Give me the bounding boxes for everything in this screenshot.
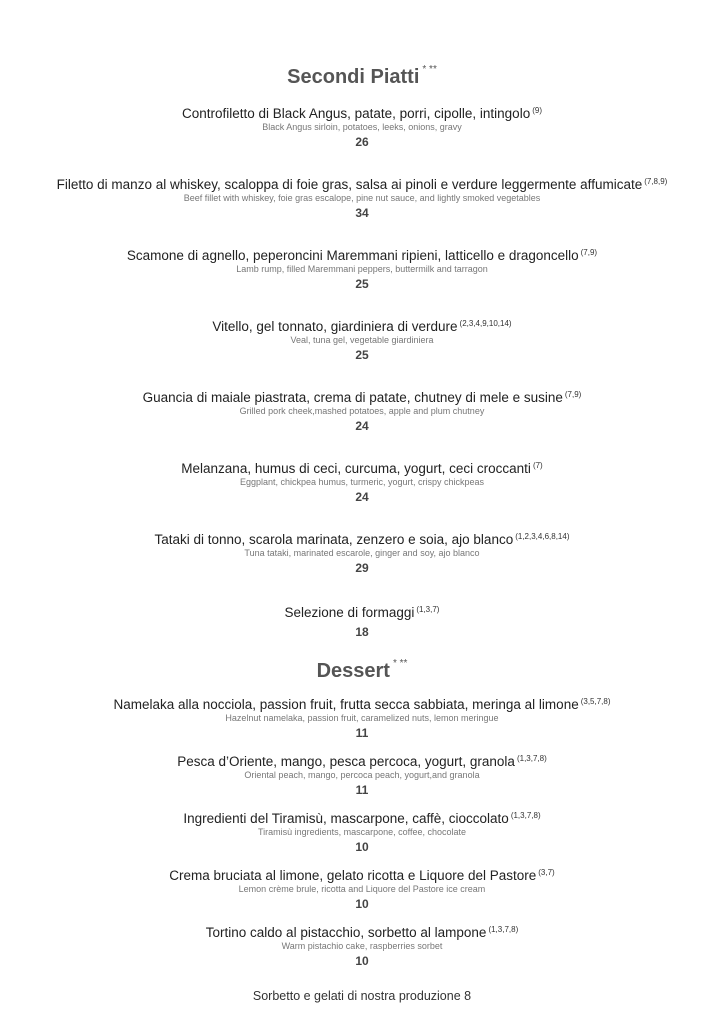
menu-item [0,390,724,434]
item-description: Beef fillet with whiskey, foie gras escalope, pine nut sauce, and lightly smoked vegetables [183,193,541,203]
item-name [0,868,724,884]
item-price: 11 [355,783,369,797]
menu-item [0,811,724,855]
item-description: Warm pistachio cake, raspberries sorbet [281,941,443,951]
item-name [0,754,724,770]
item-price: 24 [355,490,369,504]
menu-item [0,697,724,741]
item-allergens: (1,3,7,8) [516,754,547,763]
item-price: 24 [355,419,369,433]
item-allergens: (1,3,7) [416,605,440,614]
item-allergens: (1,3,7,8) [488,925,519,934]
item-description: Lamb rump, filled Maremmani peppers, buttermilk and tarragon [236,264,488,274]
item-name-text: Crema bruciata al limone, gelato ricotta e Liquore del Pastore [169,868,537,883]
item-name-text: Scamone di agnello, peperoncini Maremmani ripieni, latticello e dragoncello [126,248,579,263]
menu-item [0,868,724,912]
item-name [0,319,724,335]
item-description: Lemon crème brule, ricotta and Liquore del Pastore ice cream [238,884,486,894]
secondi-title [0,66,724,89]
item-allergens: (3,7) [538,868,555,877]
item-description: Hazelnut namelaka, passion fruit, caramelized nuts, lemon meringue [225,713,499,723]
item-description: Black Angus sirloin, potatoes, leeks, onions, gravy [262,122,462,132]
dessert-title [0,660,724,683]
footer-note: Sorbetto e gelati di nostra produzione 8 [252,989,472,1003]
item-description: Oriental peach, mango, percoca peach, yogurt,and granola [244,770,480,780]
item-price: 25 [355,348,369,362]
item-price: 10 [355,897,369,911]
menu-item [0,605,724,640]
menu-item [0,925,724,969]
item-allergens: (7,9) [580,248,598,257]
dessert-title-marks: * ** [392,658,408,669]
item-name-text: Tortino caldo al pistacchio, sorbetto al lampone [205,925,487,940]
item-name-text: Controfiletto di Black Angus, patate, porri, cipolle, intingolo [182,106,531,121]
item-name-text: Guancia di maiale piastrata, crema di patate, chutney di mele e susine [142,390,563,405]
item-name-text: Filetto di manzo al whiskey, scaloppa di foie gras, salsa ai pinoli e verdure leggermente affumicate [56,177,643,192]
item-allergens: (3,5,7,8) [580,697,611,706]
item-name [0,248,724,264]
item-price: 34 [355,206,369,220]
secondi-title-text: Secondi Piatti [287,66,420,88]
item-name-text: Ingredienti del Tiramisù, mascarpone, caffè, cioccolato [183,811,509,826]
item-name-text: Melanzana, humus di ceci, curcuma, yogurt, ceci croccanti [181,461,531,476]
item-allergens: (1,3,7,8) [510,811,541,820]
item-description: Veal, tuna gel, vegetable giardiniera [290,335,434,345]
item-price: 26 [355,135,369,149]
item-name [0,532,724,548]
item-name [0,697,724,713]
item-price: 25 [355,277,369,291]
item-name [0,605,724,621]
item-allergens: (9) [532,106,542,115]
item-name [0,106,724,122]
menu-item [0,754,724,798]
item-description: Eggplant, chickpea humus, turmeric, yogurt, crispy chickpeas [239,477,485,487]
item-name [0,925,724,941]
menu-item [0,532,724,576]
menu-item [0,177,724,221]
menu-item [0,461,724,505]
item-name [0,461,724,477]
item-price: 18 [355,625,369,639]
menu-item [0,319,724,363]
item-name-text: Selezione di formaggi [284,605,415,620]
item-description: Grilled pork cheek,mashed potatoes, apple and plum chutney [239,406,485,416]
item-price: 10 [355,954,369,968]
item-price: 10 [355,840,369,854]
dessert-title-text: Dessert [316,660,390,682]
item-name [0,177,724,193]
item-name [0,811,724,827]
item-allergens: (2,3,4,9,10,14) [459,319,512,328]
item-price: 29 [355,561,369,575]
item-description: Tiramisù ingredients, mascarpone, coffee, chocolate [257,827,467,837]
item-name-text: Vitello, gel tonnato, giardiniera di verdure [212,319,458,334]
item-allergens: (7,8,9) [644,177,668,186]
menu-item [0,248,724,292]
item-name-text: Pesca d’Oriente, mango, pesca percoca, yogurt, granola [177,754,515,769]
item-name-text: Namelaka alla nocciola, passion fruit, frutta secca sabbiata, meringa al limone [113,697,579,712]
item-name-text: Tataki di tonno, scarola marinata, zenzero e soia, ajo blanco [154,532,514,547]
item-description: Tuna tataki, marinated escarole, ginger and soy, ajo blanco [244,548,480,558]
item-price: 11 [355,726,369,740]
item-allergens: (1,2,3,4,6,8,14) [515,532,570,541]
item-allergens: (7,9) [564,390,582,399]
item-name [0,390,724,406]
secondi-title-marks: * ** [422,64,437,75]
item-allergens: (7) [532,461,543,470]
menu-item [0,106,724,150]
